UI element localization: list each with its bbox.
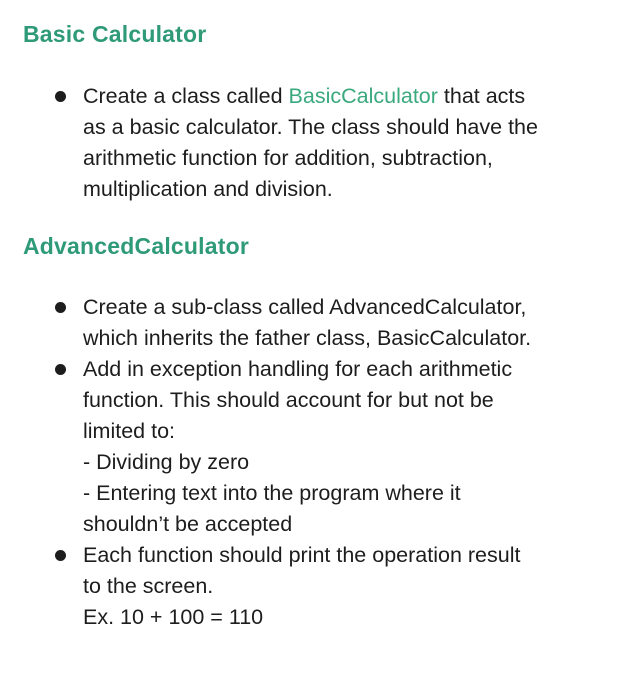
bullet-item [0, 354, 617, 540]
bullet-line: arithmetic function for addition, subtraction, [83, 146, 493, 170]
bullet-line: Add in exception handling for each arithmetic [83, 357, 513, 381]
bullet-item [0, 81, 617, 205]
bullet-line: - Entering text into the program where it [83, 481, 461, 505]
bullet-line: to the screen. [83, 574, 214, 598]
class-name-highlight: BasicCalculator [288, 84, 438, 108]
bullet-text: that acts [437, 84, 526, 108]
section-heading-basic-calculator: Basic Calculator [23, 21, 207, 47]
bullet-line: limited to: [83, 419, 176, 443]
section-heading-advanced-calculator: AdvancedCalculator [23, 233, 249, 259]
bullet-line: - Dividing by zero [83, 450, 250, 474]
bullet-line [83, 81, 607, 112]
bullet-dot-icon [55, 550, 66, 561]
bullet-dot-icon [55, 302, 66, 313]
bullet-line: which inherits the father class, BasicCalculator. [83, 326, 532, 350]
bullet-line: function. This should account for but not be [83, 388, 494, 412]
bullet-line: Create a sub-class called AdvancedCalculator, [83, 295, 527, 319]
example-line: Ex. 10 + 100 = 110 [83, 605, 264, 629]
basic-calculator-bullet-list [0, 81, 617, 205]
bullet-line: as a basic calculator. The class should have the [83, 115, 538, 139]
bullet-dot-icon [55, 91, 66, 102]
bullet-item [0, 292, 617, 354]
bullet-item [0, 540, 617, 633]
bullet-line: shouldn’t be accepted [83, 512, 293, 536]
bullet-text: Create a class called [83, 84, 289, 108]
bullet-line: multiplication and division. [83, 177, 333, 201]
bullet-line: Each function should print the operation result [83, 543, 521, 567]
bullet-dot-icon [55, 364, 66, 375]
advanced-calculator-bullet-list [0, 292, 617, 633]
